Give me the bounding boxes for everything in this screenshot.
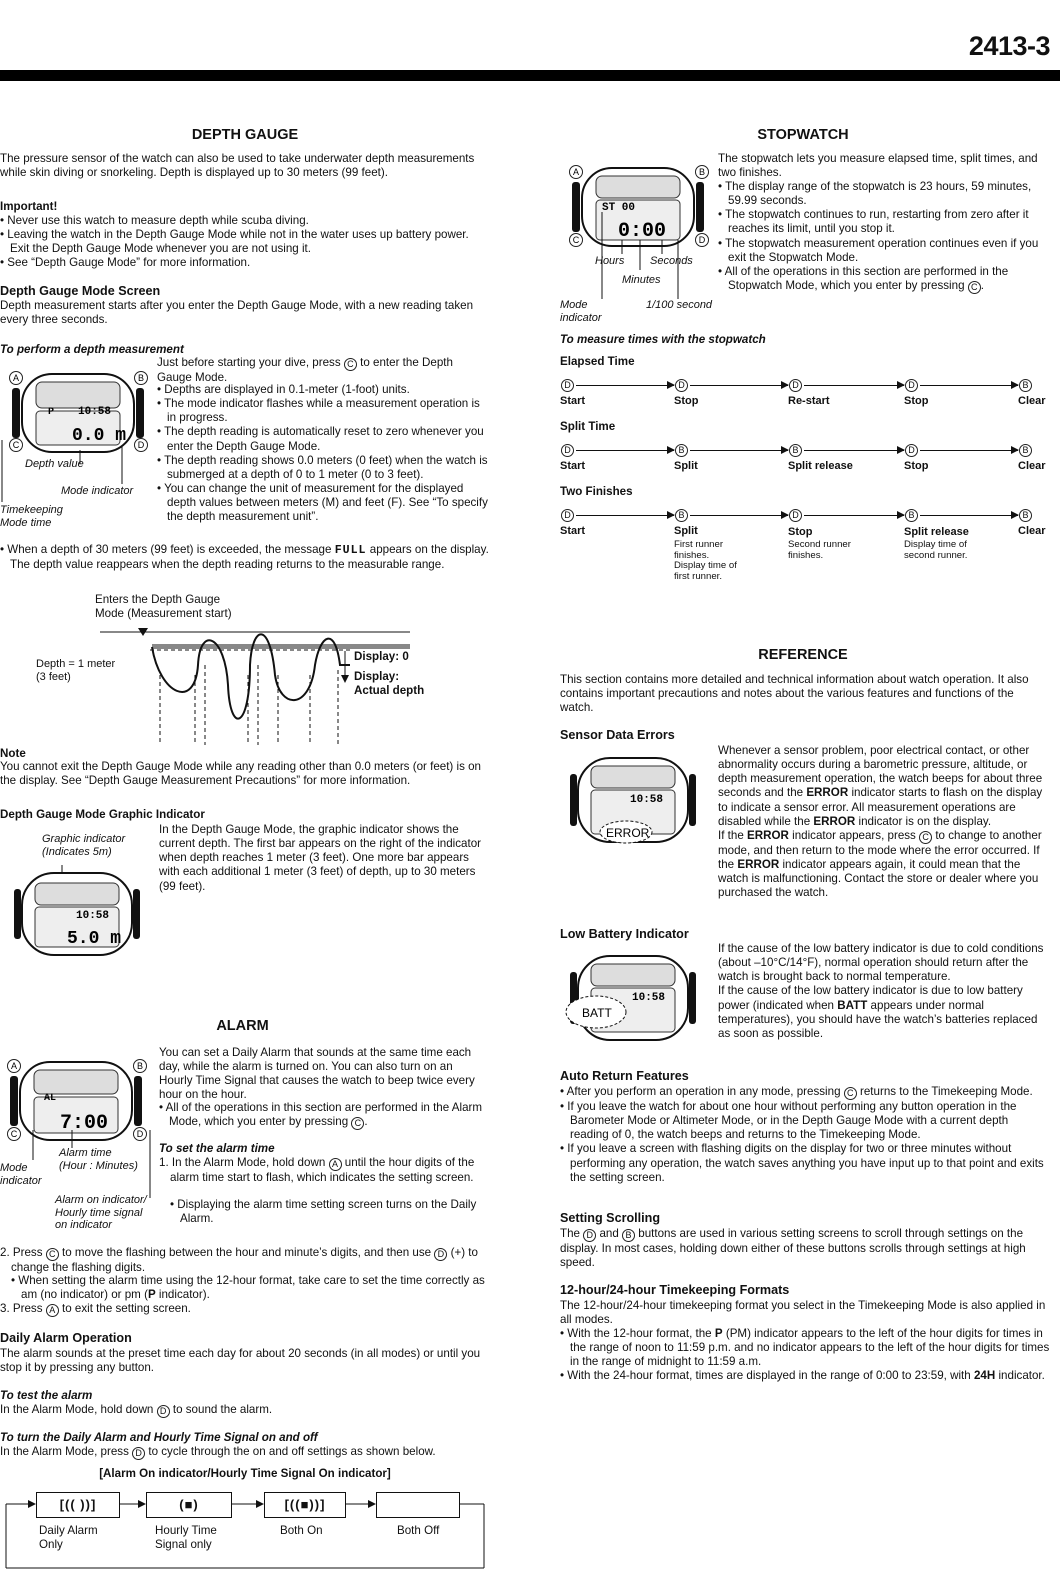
auto-return-list (560, 1085, 1050, 1185)
depth-screen-heading: Depth Gauge Mode Screen (0, 284, 161, 298)
b-button-icon: B (675, 444, 688, 457)
d-button-icon: D (561, 509, 574, 522)
list-item: • The depth reading shows 0.0 meters (0 feet) when the watch is submerged at a depth of 0 to 1 meter (0 to 3 feet). (157, 453, 488, 481)
b-button-icon: B (789, 444, 802, 457)
d-button-icon: D (905, 444, 918, 457)
batt-word: BATT (837, 998, 868, 1012)
step2-b: to move the flashing between the hour and minute’s digits, and then use (62, 1246, 432, 1259)
lcd-batt-label: BATT (582, 1006, 612, 1020)
error-word: ERROR (737, 857, 780, 871)
svg-text:C: C (12, 440, 20, 450)
list-item: • The mode indicator flashes while a measurement operation is in progress. (157, 397, 480, 425)
battery-p2-a: If the cause of the low battery indicator is due to low battery power (indicated when (718, 984, 1023, 1012)
list-item: • You can change the unit of measurement for the displayed depth values between meters (M) and feet (F). See “To specify the depth measurement unit”. (157, 481, 488, 524)
reference-title: REFERENCE (758, 647, 848, 663)
fig-timekeeping-caption: Timekeeping Mode time (0, 504, 63, 529)
flow-step-label: Stop (904, 395, 929, 407)
flow-elapsed-title: Elapsed Time (560, 355, 635, 368)
setting-scrolling-heading: Setting Scrolling (560, 1211, 661, 1225)
b-button-icon: B (1019, 509, 1032, 522)
lcd-time: 10:58 (632, 992, 666, 1004)
flow-step-label: Split release (788, 460, 853, 472)
format-list (560, 1327, 1050, 1384)
d-button-icon: D (157, 1405, 170, 1418)
step3-b: to exit the setting screen. (62, 1302, 191, 1315)
daily-alarm-heading: Daily Alarm Operation (0, 1331, 132, 1345)
arrow (920, 515, 1018, 516)
alarm-step-2 (0, 1246, 490, 1275)
d-button-icon: D (561, 444, 574, 457)
p-indicator: P (714, 1327, 723, 1340)
list-item: • If you leave the watch for about one hour without performing any button operation in the Barometer Mode or Altimeter Mode, or in the Depth Gauge Mode with a current depth reading of 0, the watch beeps and returns to the Timekeeping Mode. (560, 1100, 1017, 1142)
flow-two-finishes-title: Two Finishes (560, 485, 633, 498)
flow-step-label: Stop (674, 395, 699, 407)
c-button-icon: C (844, 1087, 857, 1100)
stopwatch-title: STOPWATCH (757, 127, 849, 143)
test-b: to sound the alarm. (172, 1403, 273, 1416)
flow-step-label: Start (560, 525, 586, 537)
step2-item-a: • When setting the alarm time using the 12-hour format, take care to set the time correctly as am (no indicator) or pm ( (11, 1274, 485, 1302)
over-range-note (0, 543, 490, 572)
fig-depth-value-caption: Depth value (25, 458, 84, 470)
alarm-step-2-item (11, 1274, 490, 1302)
svg-text:B: B (137, 373, 145, 383)
b-button-icon: B (1019, 444, 1032, 457)
perform-intro-b: to enter the Depth Gauge Mode. (157, 356, 453, 384)
flow-step-label: Clear (1018, 460, 1046, 472)
graphic-indicator-caption: Graphic indicator (Indicates 5m) (42, 833, 126, 858)
lcd-alarm-time: 7:00 (60, 1112, 109, 1135)
fig-mode-indicator-caption: Mode indicator (61, 485, 134, 497)
fig-mode-caption: Mode indicator (560, 299, 602, 324)
graphic-indicator-heading: Depth Gauge Mode Graphic Indicator (0, 808, 205, 821)
low-battery-heading: Low Battery Indicator (560, 927, 689, 941)
arrow (920, 450, 1018, 451)
sensor-errors-heading: Sensor Data Errors (560, 728, 675, 742)
svg-text:D: D (136, 1129, 144, 1139)
step2-item-b: indicator). (158, 1288, 210, 1302)
fig-seconds-caption: Seconds (650, 255, 693, 267)
alarm-intro: You can set a Daily Alarm that sounds at the same time each day, while the alarm is turned on. You can also turn on an Hourly Time Signal that causes the watch to beep twice every hour on the hour. (159, 1046, 475, 1102)
c-button-icon: C (351, 1117, 364, 1130)
sensor-p2-a: If the (718, 828, 744, 842)
cycle-state-daily-icon: [(( ))] (36, 1492, 120, 1518)
important-label: Important! (0, 200, 58, 213)
list-item (560, 1369, 1050, 1383)
format-item1-a: • With the 12-hour format, the (560, 1327, 712, 1340)
note-label: Note (0, 747, 26, 760)
list-item: • The depth reading is automatically reset to zero whenever you enter the Depth Gauge Mode. (157, 425, 484, 453)
list-item: • All of the operations in this section are performed in the Stopwatch Mode, which you enter by pressing C . (718, 264, 1009, 292)
auto-return-heading: Auto Return Features (560, 1069, 689, 1083)
lcd-stopwatch-time: 0:00 (618, 220, 667, 243)
c-button-icon: C (46, 1248, 59, 1261)
stopwatch-intro: The stopwatch lets you measure elapsed time, split times, and two finishes. (718, 152, 1038, 180)
low-battery-text (718, 942, 1048, 1041)
stopwatch-last-item-text: • All of the operations in this section are performed in the Stopwatch Mode, which you enter by pressing (718, 264, 1009, 292)
cycle-state-daily-label: Daily Alarm Only (39, 1524, 98, 1552)
graph-enter-caption: Enters the Depth Gauge Mode (Measurement start) (95, 593, 232, 621)
flow-step-label: Stop (788, 526, 813, 538)
alarm-step-3 (0, 1302, 490, 1317)
arrow (804, 515, 904, 516)
turn-alarm-heading: To turn the Daily Alarm and Hourly Time Signal on and off (0, 1431, 318, 1444)
lcd-time: 10:58 (630, 794, 664, 806)
alarm-fig-mode-caption: Mode indicator (0, 1162, 42, 1187)
d-button-icon: D (434, 1248, 447, 1261)
list-item: • If you leave a screen with flashing digits on the display for two or three minutes without performing any operation, the watch saves anything you have input up to that point and exits the setting screen. (560, 1142, 1044, 1184)
cycle-state-off-icon (376, 1492, 460, 1518)
perform-heading: To perform a depth measurement (0, 343, 184, 356)
cycle-state-both-icon: [((■))] (264, 1492, 346, 1518)
over-a: • When a depth of 30 meters (99 feet) is exceeded, the message (0, 543, 332, 556)
d-button-icon: D (583, 1229, 596, 1242)
graph-depth-caption: Depth = 1 meter (3 feet) (36, 658, 116, 684)
header-rule (0, 70, 1060, 81)
list-item: • The stopwatch continues to run, restarting from zero after it reaches its limit, until you stop it. (718, 208, 1029, 236)
arrow (690, 450, 788, 451)
flow-step-label: Stop (904, 460, 929, 472)
list-item: • Depths are displayed in 0.1-meter (1-foot) units. (157, 383, 410, 396)
list-item: • Leaving the watch in the Depth Gauge Mode while not in the water uses up battery power. Exit the Depth Gauge Mode whenever you are not using it. (0, 228, 469, 256)
depth-screen-text: Depth measurement starts after you enter the Depth Gauge Mode, with a new reading taken every three seconds. (0, 299, 474, 327)
test-alarm-text (0, 1403, 272, 1418)
format-item1-b: (PM) indicator appears to the left of the hour digits for times in the range of noon to 11:59 p.m. and no indicator appears to the left of the hour digits for times in the range of midnight to 11:59 a.m. (570, 1327, 1050, 1369)
arrow (804, 450, 904, 451)
arrow (804, 385, 904, 386)
cycle-state-hourly-label: Hourly Time Signal only (155, 1524, 217, 1552)
depth-intro: The pressure sensor of the watch can also be used to take underwater depth measurements while skin diving or snorkeling. Depth is displayed up to 30 meters (99 feet). (0, 152, 475, 180)
set-alarm-heading: To set the alarm time (159, 1142, 275, 1155)
error-word: ERROR (813, 814, 856, 828)
sensor-p2-d: indicator appears again, it could mean that the watch is malfunctioning. Contact the store or dealer where you purchased the watch. (718, 857, 1039, 900)
turn-a: In the Alarm Mode, press (0, 1445, 129, 1458)
step1-b: until the hour digits of the alarm time start to flash, which indicates the setting screen. (170, 1156, 475, 1184)
svg-text:A: A (572, 167, 580, 177)
important-list (0, 214, 490, 271)
format-heading: 12-hour/24-hour Timekeeping Formats (560, 1283, 790, 1297)
list-item (560, 1085, 1050, 1100)
a-button-icon: A (46, 1304, 59, 1317)
cycle-state-both-label: Both On (280, 1524, 323, 1537)
flow-step-note: First runner finishes. Display time of first runner. (674, 539, 737, 583)
auto-item1-b: returns to the Timekeeping Mode. (860, 1085, 1033, 1098)
sensor-errors-text (718, 744, 1048, 900)
arrow (690, 515, 788, 516)
battery-p1: If the cause of the low battery indicator is due to cold conditions (about –10°C/14°F), normal operation should return after the watch is brought back to normal temperature. (718, 942, 1044, 984)
sensor-p2-c: to change to another mode, and then return to the mode where the error occurred. If the (718, 828, 1042, 871)
turn-b: to cycle through the on and off settings as shown below. (148, 1445, 436, 1458)
page-number: 2413-3 (968, 31, 1050, 61)
graphic-indicator-text: In the Depth Gauge Mode, the graphic indicator shows the current depth. The first bar appears on the right of the indicator when depth reaches 1 meter (3 feet). One more bar appears with each additional 1 meter (3 feet) of depth, up to 30 meters (99 feet). (159, 823, 482, 893)
test-alarm-heading: To test the alarm (0, 1389, 93, 1402)
svg-text:C: C (10, 1129, 18, 1139)
list-item: • Never use this watch to measure depth while scuba diving. (0, 214, 309, 227)
svg-text:A: A (10, 1061, 18, 1071)
lcd-time: 10:58 (76, 910, 110, 922)
scroll-a: The (560, 1227, 580, 1240)
flow-step-label: Clear (1018, 525, 1046, 537)
d-button-icon: D (789, 379, 802, 392)
fig-hundredth-caption: 1/100 second (646, 299, 713, 311)
arrow (576, 450, 674, 451)
auto-item1-a: • After you perform an operation in any mode, pressing (560, 1085, 841, 1098)
lcd-depth-value: 0.0 m (72, 426, 127, 446)
arrow (576, 385, 674, 386)
over-b: appears on the display. The depth value reappears when the depth reading returns to the measurable range. (10, 543, 489, 572)
step2-c: (+) to change the flashing digits. (11, 1246, 478, 1274)
svg-text:C: C (572, 235, 580, 245)
alarm-fig-on-caption: Alarm on indicator/ Hourly time signal on indicator (55, 1194, 147, 1232)
d-button-icon: D (789, 509, 802, 522)
svg-text:P: P (48, 407, 55, 418)
alarm-step-1-item: • Displaying the alarm time setting screen turns on the Daily Alarm. (170, 1198, 477, 1226)
svg-text:D: D (137, 440, 145, 450)
c-button-icon: C (919, 831, 932, 844)
step3-a: 3. Press (0, 1302, 43, 1315)
measure-heading: To measure times with the stopwatch (560, 333, 766, 346)
battery-p2-b: appears under normal temperatures), you should have the watch’s batteries replaced as soon as possible. (718, 998, 1038, 1040)
depth-gauge-title: DEPTH GAUGE (191, 127, 299, 143)
watch-graphic-figure (12, 865, 142, 960)
setting-scrolling-text (560, 1227, 1050, 1270)
list-item (560, 1327, 1050, 1369)
test-a: In the Alarm Mode, hold down (0, 1403, 154, 1416)
flow-step-label: Start (560, 460, 586, 472)
flow-step-label: Start (560, 395, 586, 407)
svg-text:D: D (698, 235, 706, 245)
format-text: The 12-hour/24-hour timekeeping format you select in the Timekeeping Mode is also applied in all modes. (560, 1299, 1046, 1327)
b-button-icon: B (1019, 379, 1032, 392)
alarm-title: ALARM (216, 1018, 269, 1034)
stopwatch-list (718, 180, 1050, 294)
flow-step-note: Display time of second runner. (904, 539, 968, 561)
alarm-step-1 (159, 1156, 489, 1185)
step2-a: 2. Press (0, 1246, 43, 1259)
b-button-icon: B (675, 509, 688, 522)
lcd-error-label: ERROR (606, 826, 650, 840)
flow-step-label: Re-start (788, 395, 830, 407)
turn-alarm-text (0, 1445, 436, 1460)
format-item2-c: indicator. (998, 1369, 1045, 1383)
perform-intro (157, 356, 490, 385)
list-item: • The display range of the stopwatch is 23 hours, 59 minutes, 59.99 seconds. (718, 180, 1032, 208)
cycle-state-hourly-icon: (■) (146, 1492, 232, 1518)
p-indicator: P (147, 1288, 156, 1302)
sensor-p1-a: Whenever a sensor problem, poor electrical contact, or other abnormality occurs during a barometric pressure, altitude, or depth measurement operation, the watch beeps for about three seconds and the (718, 744, 1043, 800)
d-button-icon: D (132, 1447, 145, 1460)
sensor-p1-c: indicator is on the display. (858, 814, 992, 828)
cycle-state-off-label: Both Off (397, 1524, 440, 1537)
cycle-title: [Alarm On indicator/Hourly Time Signal On indicator] (99, 1467, 391, 1480)
perform-list (157, 383, 490, 524)
scroll-and: and (599, 1227, 619, 1240)
graph-display-zero: Display: 0 (354, 650, 409, 663)
c-button-icon: C (968, 281, 981, 294)
graph-display-actual: Display: Actual depth (354, 670, 425, 698)
lcd-depth-value: 5.0 m (67, 929, 122, 949)
d-button-icon: D (561, 379, 574, 392)
scroll-b: buttons are used in various setting screens to scroll through settings on the display. In most cases, holding down either of these buttons scrolls through settings at high speed. (560, 1227, 1026, 1270)
b-button-icon: B (622, 1229, 635, 1242)
error-word: ERROR (747, 828, 789, 842)
lcd-time: 10:58 (78, 406, 112, 418)
svg-text:A: A (12, 373, 20, 383)
flow-step-label: Split release (904, 526, 969, 538)
lcd-mode: AL (44, 1093, 57, 1104)
sensor-p2-b: indicator appears, press (792, 828, 916, 842)
flow-step-label: Split (674, 525, 698, 537)
arrow (690, 385, 788, 386)
b-button-icon: B (905, 509, 918, 522)
flow-split-title: Split Time (560, 420, 616, 433)
svg-text:B: B (136, 1061, 144, 1071)
fig-minutes-caption: Minutes (622, 274, 661, 286)
d-button-icon: D (905, 379, 918, 392)
lcd-mode: ST 00 (602, 202, 636, 214)
arrow (920, 385, 1018, 386)
c-button-icon: C (344, 358, 357, 371)
format-item2-a: • With the 24-hour format, times are displayed in the range of 0:00 to 23:59, with (560, 1369, 971, 1383)
list-item: • The stopwatch measurement operation continues even if you exit the Stopwatch Mode. (718, 236, 1039, 264)
flow-step-label: Split (674, 460, 698, 472)
svg-text:B: B (698, 167, 706, 177)
reference-intro: This section contains more detailed and technical information about watch operation. It also contains important precautions and notes about the various features and functions of the watch. (560, 673, 1029, 715)
flow-step-label: Clear (1018, 395, 1046, 407)
daily-alarm-text: The alarm sounds at the preset time each day for about 20 seconds (in all modes) or until you stop it by pressing any button. (0, 1347, 481, 1375)
d-button-icon: D (675, 379, 688, 392)
flow-step-note: Second runner finishes. (788, 539, 851, 561)
fig-hours-caption: Hours (595, 255, 625, 267)
note-text: You cannot exit the Depth Gauge Mode while any reading other than 0.0 meters (or feet) is on the display. See “Depth Gauge Measurement Precautions” for more information. (0, 760, 482, 788)
step1-a: 1. In the Alarm Mode, hold down (159, 1156, 326, 1169)
sensor-p1-b: indicator starts to flash on the display to indicate a sensor error. All measurement operations are disabled while the (718, 786, 1043, 828)
watch-battery-figure (562, 950, 698, 1044)
alarm-intro-item-text: • All of the operations in this section are performed in the Alarm Mode, which you enter by pressing (159, 1101, 483, 1129)
a-button-icon: A (329, 1158, 342, 1171)
error-word: ERROR (806, 786, 849, 800)
24h-indicator: 24H (973, 1369, 996, 1383)
perform-intro-a: Just before starting your dive, press (157, 356, 341, 369)
watch-error-figure (568, 752, 698, 852)
alarm-intro-item: • All of the operations in this section are performed in the Alarm Mode, which you enter by pressing C . (159, 1101, 483, 1129)
alarm-fig-time-caption: Alarm time (Hour : Minutes) (59, 1147, 138, 1172)
full-message: FULL (334, 544, 367, 557)
list-item: • See “Depth Gauge Mode” for more information. (0, 256, 251, 270)
arrow (576, 515, 674, 516)
